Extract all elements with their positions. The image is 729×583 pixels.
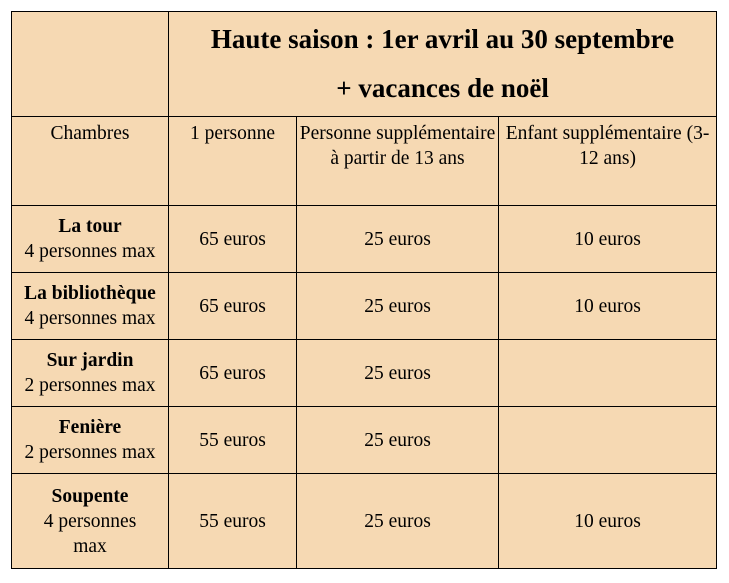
- column-header-row: [12, 117, 717, 206]
- room-cell: [12, 273, 169, 340]
- table-row: [12, 340, 717, 407]
- price-extra-child: 10 euros: [499, 273, 717, 340]
- price-extra-child: 10 euros: [499, 206, 717, 273]
- price-extra-person: 25 euros: [297, 474, 499, 569]
- room-capacity: 4 personnes max: [24, 241, 156, 262]
- table-row: [12, 273, 717, 340]
- price-extra-child: [499, 407, 717, 474]
- title-row: [12, 12, 717, 117]
- table-row: [12, 407, 717, 474]
- room-cell: [12, 474, 169, 569]
- season-title: [169, 12, 717, 117]
- room-capacity: 4 personnes max: [24, 308, 156, 329]
- price-one-person: 55 euros: [169, 474, 297, 569]
- price-table: [11, 11, 717, 569]
- header-rooms: Chambres: [12, 117, 169, 206]
- room-cell: [12, 407, 169, 474]
- season-title-line1: Haute saison : 1er avril au 30 septembre: [210, 24, 675, 54]
- price-extra-person: 25 euros: [297, 407, 499, 474]
- price-extra-child: [499, 340, 717, 407]
- room-name: Sur jardin: [46, 350, 134, 371]
- table-row: [12, 474, 717, 569]
- empty-corner-cell: [12, 12, 169, 117]
- price-extra-child: 10 euros: [499, 474, 717, 569]
- season-title-line2: + vacances de noël: [336, 73, 549, 103]
- price-extra-person: 25 euros: [297, 273, 499, 340]
- header-extra-child: Enfant supplémentaire (3-12 ans): [499, 117, 717, 206]
- price-extra-person: 25 euros: [297, 206, 499, 273]
- price-extra-person: 25 euros: [297, 340, 499, 407]
- room-name: La tour: [58, 216, 122, 237]
- room-name: La bibliothèque: [24, 283, 156, 304]
- price-one-person: 65 euros: [169, 273, 297, 340]
- room-capacity: 2 personnes max: [24, 375, 156, 396]
- room-cell: [12, 206, 169, 273]
- room-cell: [12, 340, 169, 407]
- price-one-person: 65 euros: [169, 206, 297, 273]
- room-capacity: 4 personnes max: [43, 510, 137, 557]
- room-capacity: 2 personnes max: [24, 442, 156, 463]
- table-row: [12, 206, 717, 273]
- header-extra-person: Personne supplémentaire à partir de 13 ans: [297, 117, 499, 206]
- price-one-person: 65 euros: [169, 340, 297, 407]
- room-name: Fenière: [58, 417, 122, 438]
- header-one-person: 1 personne: [169, 117, 297, 206]
- room-name: Soupente: [51, 485, 129, 507]
- price-one-person: 55 euros: [169, 407, 297, 474]
